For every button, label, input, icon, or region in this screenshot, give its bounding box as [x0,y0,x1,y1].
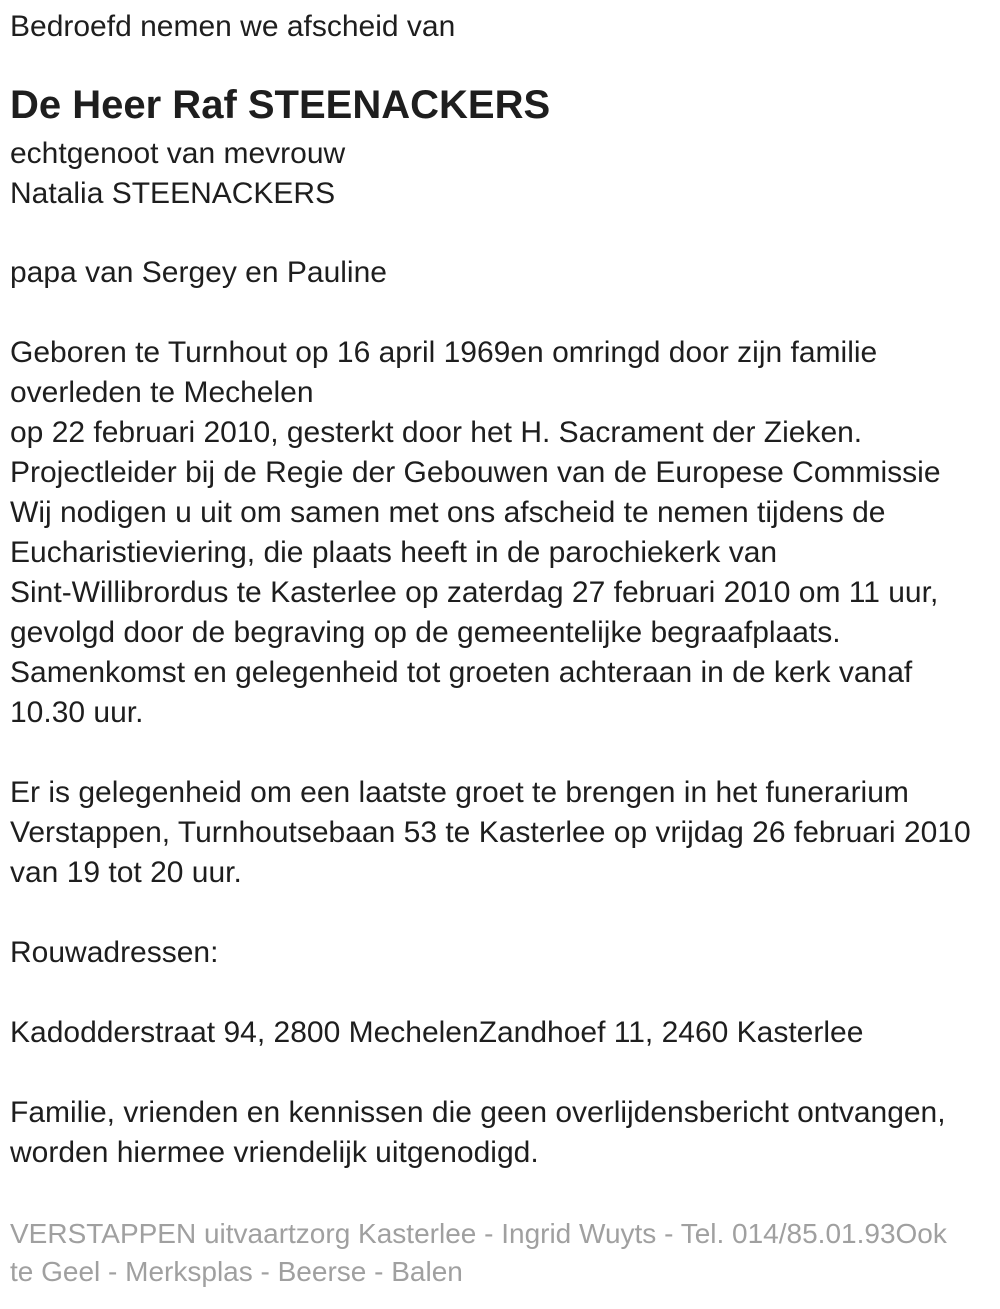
children-line: papa van Sergey en Pauline [10,256,387,289]
biography-line: Projectleider bij de Regie der Gebouwen van de Europese Commissie [10,456,941,489]
biography-line: Sint-Willibrordus te Kasterlee op zaterdag 27 februari 2010 om 11 uur, [10,576,939,609]
biography-line: Wij nodigen u uit om samen met ons afscheid te nemen tijdens de [10,496,886,529]
footer-line: VERSTAPPEN uitvaartzorg Kasterlee - Ingrid Wuyts - Tel. 014/85.01.93Ook [10,1218,947,1249]
relation-block [10,134,990,214]
biography-line: Samenkomst en gelegenheid tot groeten achteraan in de kerk vanaf [10,656,913,689]
intro-line: Bedroefd nemen we afscheid van [10,10,456,43]
biography-line: Geboren te Turnhout op 16 april 1969en omringd door zijn familie [10,336,878,369]
spouse-intro-line: echtgenoot van mevrouw [10,137,346,170]
funerarium-line: Verstappen, Turnhoutsebaan 53 te Kasterlee op vrijdag 26 februari 2010 [10,816,971,849]
invitation-paragraph [10,1093,990,1173]
biography-line: gevolgd door de begraving op de gemeentelijke begraafplaats. [10,616,841,649]
mourning-addresses-label: Rouwadressen: [10,936,219,969]
footer-line: te Geel - Merksplas - Beerse - Balen [10,1256,463,1287]
funerarium-paragraph [10,773,990,893]
funerarium-line: van 19 tot 20 uur. [10,856,242,889]
mourning-address-line: Kadodderstraat 94, 2800 MechelenZandhoef 11, 2460 Kasterlee [10,1016,864,1049]
deceased-name: De Heer Raf STEENACKERS [10,83,551,127]
funerarium-line: Er is gelegenheid om een laatste groet te brengen in het funerarium [10,776,909,809]
biography-line: Eucharistieviering, die plaats heeft in de parochiekerk van [10,536,778,569]
biography-line: overleden te Mechelen [10,376,314,409]
invitation-line: Familie, vrienden en kennissen die geen overlijdensbericht ontvangen, [10,1096,946,1129]
spouse-name: Natalia STEENACKERS [10,177,336,210]
biography-line: op 22 februari 2010, gesterkt door het H. Sacrament der Zieken. [10,416,863,449]
funeral-home-footer [10,1215,990,1291]
biography-line: 10.30 uur. [10,696,144,729]
biography-paragraph [10,333,990,733]
invitation-line: worden hiermee vriendelijk uitgenodigd. [10,1136,539,1169]
